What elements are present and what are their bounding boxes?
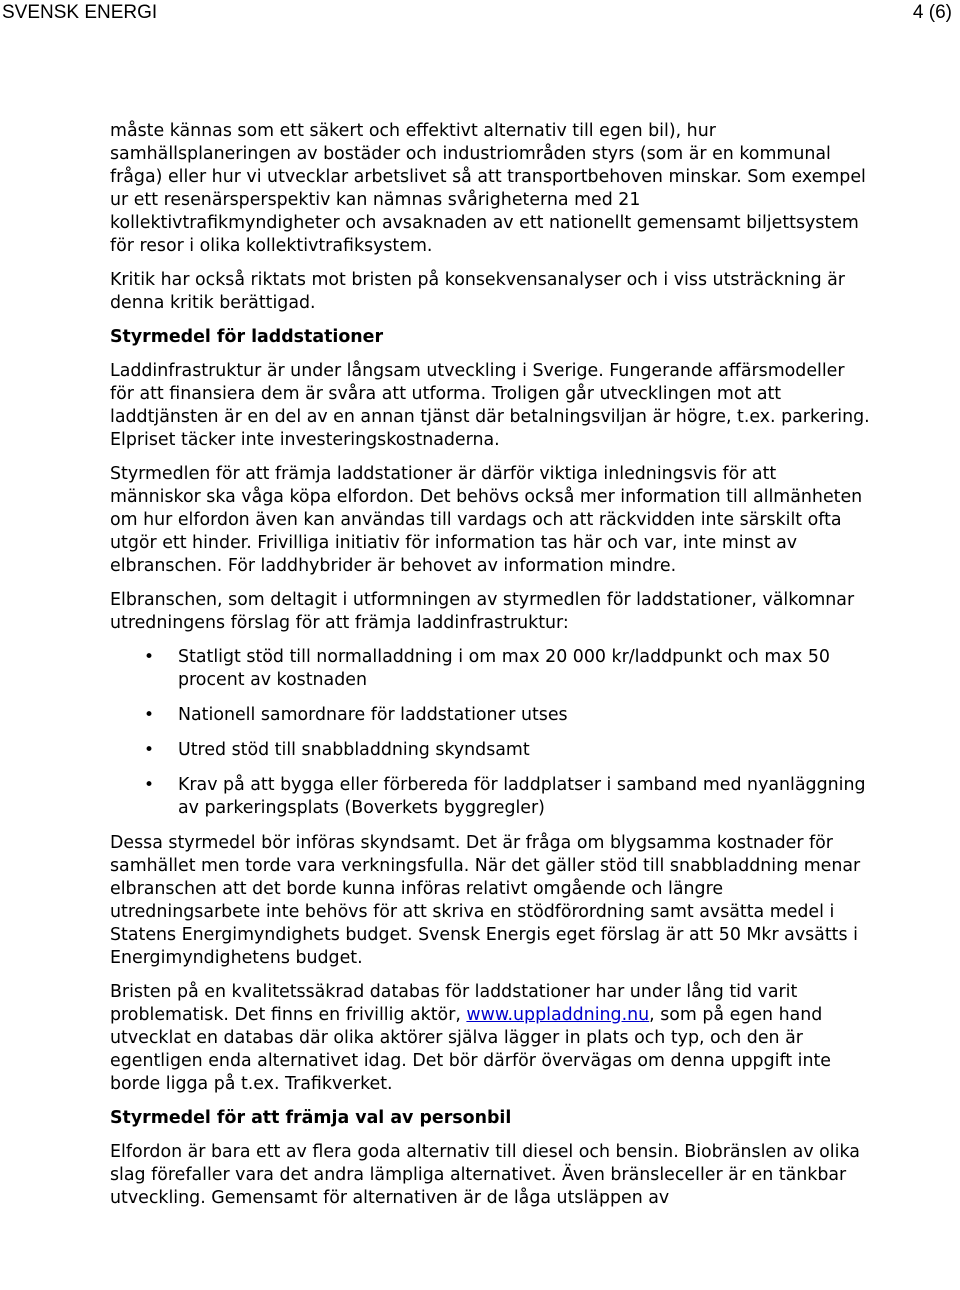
paragraph: Styrmedlen för att främja laddstationer är därför viktiga inledningsvis för att människor ska våga köpa elfordon. Det behövs också mer information till allmänheten om hur elfordon även kan användas till vardags och att räckvidden inte särskilt ofta utgör ett hinder. Frivilliga initiativ för information tas här och var, inte minst av elbranschen. För laddhybrider är behovet av information mindre. bbox=[110, 464, 863, 576]
header-org: SVENSK ENERGI bbox=[2, 2, 158, 23]
bullet-icon: • bbox=[144, 740, 155, 760]
section-heading: Styrmedel för laddstationer bbox=[110, 327, 384, 347]
paragraph: Elbranschen, som deltagit i utformningen av styrmedlen för laddstationer, välkomnar utredningens förslag för att främja laddinfrastruktur: bbox=[110, 590, 855, 633]
paragraph: Laddinfrastruktur är under långsam utveckling i Sverige. Fungerande affärsmodeller för att finansiera dem är svåra att utforma. Troligen går utvecklingen mot att laddtjänsten är en del av en annan tjänst där betalningsviljan är högre, t.ex. parkering. Elpriset täcker inte investeringskostnaderna. bbox=[110, 361, 870, 450]
paragraph: Bristen på en kvalitetssäkrad databas för laddstationer har under lång tid varit problematisk. Det finns en frivillig aktör, www.uppladdning.nu, som på egen hand utvecklat en databas där olika aktörer själva lägger in plats och typ, och den är egentligen enda alternativet idag. Det bör därför övervägas om denna uppgift inte borde ligga på t.ex. Trafikverket. bbox=[110, 982, 831, 1094]
bullet-icon: • bbox=[144, 775, 155, 795]
uppladdning-link[interactable]: www.uppladdning.nu bbox=[466, 1005, 650, 1025]
list-item: • Krav på att bygga eller förbereda för laddplatser i samband med nyanläggning av parkeringsplats (Boverkets byggregler) bbox=[144, 775, 866, 818]
bullet-icon: • bbox=[144, 705, 155, 725]
paragraph: måste kännas som ett säkert och effektivt alternativ till egen bil), hur samhällsplaneringen av bostäder och industriområden styrs (som är en kommunal fråga) eller hur vi utvecklar arbetslivet så att transportbehoven minskar. Som exempel ur ett resenärsperspektiv kan nämnas svårigheterna med 21 kollektivtrafikmyndigheter och avsaknaden av ett nationellt gemensamt biljettsystem för resor i olika kollektivtrafiksystem. bbox=[110, 121, 866, 256]
paragraph: Kritik har också riktats mot bristen på konsekvensanalyser och i viss utsträckning är denna kritik berättigad. bbox=[110, 270, 845, 313]
paragraph: Dessa styrmedel bör införas skyndsamt. Det är fråga om blygsamma kostnader för samhället men torde vara verkningsfulla. När det gäller stöd till snabbladdning menar elbranschen att det borde kunna införas relativt omgående och längre utredningsarbete inte behövs för att skriva en stödförordning samt avsätta medel i Statens Energimyndighets budget. Svensk Energis eget förslag är att 50 Mkr avsätts i Energimyndighetens budget. bbox=[110, 833, 861, 968]
bullet-icon: • bbox=[144, 647, 155, 667]
bullet-list bbox=[110, 646, 870, 820]
list-item: • Statligt stöd till normalladdning i om max 20 000 kr/laddpunkt och max 50 procent av kostnaden bbox=[144, 647, 830, 690]
document-body bbox=[110, 120, 870, 1221]
section-heading: Styrmedel för att främja val av personbil bbox=[110, 1108, 512, 1128]
paragraph: Elfordon är bara ett av flera goda alternativ till diesel och bensin. Biobränslen av olika slag förefaller vara det andra lämpliga alternativet. Även bränsleceller är en tänkbar utveckling. Gemensamt för alternativen är de låga utsläppen av bbox=[110, 1142, 860, 1208]
page-number: 4 (6) bbox=[912, 2, 952, 23]
list-item: • Nationell samordnare för laddstationer utses bbox=[144, 705, 568, 725]
list-item: • Utred stöd till snabbladdning skyndsamt bbox=[144, 740, 530, 760]
